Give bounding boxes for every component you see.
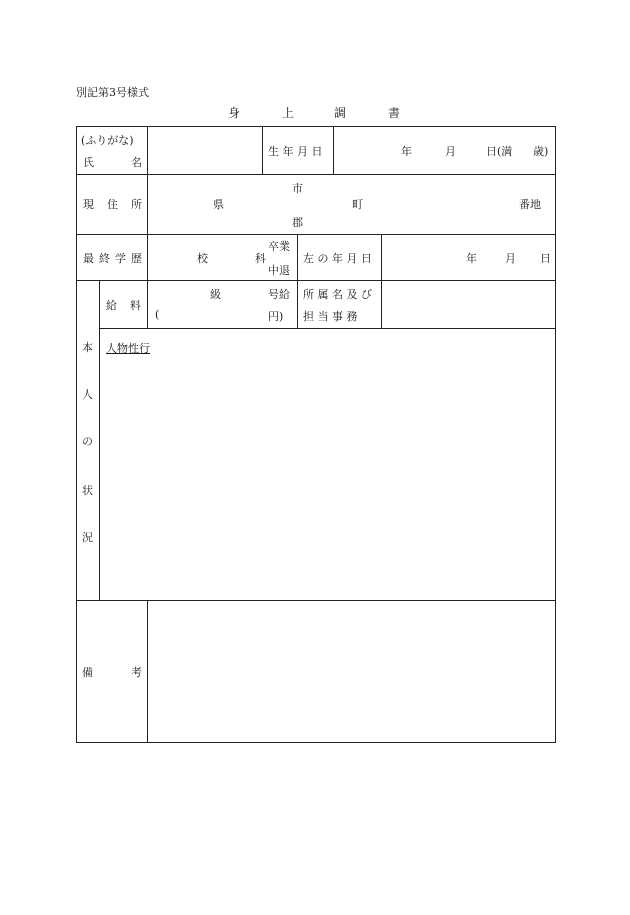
title-char-2: 上 [282, 106, 295, 120]
address-gun: 郡 [292, 216, 303, 229]
education-label-char-2: 終 [99, 252, 110, 265]
address-label-char-3: 所 [131, 198, 142, 211]
address-town: 町 [352, 198, 363, 211]
education-graduate: 卒業 [268, 240, 290, 253]
salary-grade: 級 [210, 288, 221, 301]
salary-label-char-1: 給 [106, 299, 117, 312]
education-year-unit: 年 [466, 252, 477, 265]
address-city: 市 [292, 182, 303, 195]
salary-yen-close: 円) [268, 310, 284, 323]
affiliation-label-line-2: 担 当 事 務 [303, 310, 358, 323]
title-char-3: 調 [334, 106, 347, 120]
salary-label-char-2: 料 [130, 299, 141, 312]
education-label-char-3: 学 [115, 252, 126, 265]
education-month-unit: 月 [505, 252, 516, 265]
address-banchi: 番地 [519, 198, 541, 211]
birth-day-age-open: 日(満 [486, 145, 513, 158]
remarks-label-char-2: 考 [131, 666, 142, 679]
address-prefecture: 県 [213, 198, 224, 211]
education-day-unit: 日 [540, 252, 551, 265]
status-label-char-1: 本 [82, 341, 93, 354]
remarks-label-char-1: 備 [82, 666, 93, 679]
furigana-label: (ふりがな) [81, 134, 134, 147]
address-label-char-2: 住 [107, 198, 118, 211]
education-dropout: 中退 [268, 264, 290, 277]
salary-yen-open: ( [155, 308, 160, 321]
education-label-char-1: 最 [83, 252, 94, 265]
birth-month-unit: 月 [445, 145, 456, 158]
character-heading: 人物性行 [106, 342, 150, 355]
title-char-4: 書 [388, 106, 401, 120]
status-label-char-3: の [82, 435, 93, 448]
education-department: 科 [255, 252, 266, 265]
status-label-char-4: 状 [82, 484, 93, 497]
affiliation-label-line-1: 所 属 名 及 び [303, 288, 372, 301]
name-label-char-2: 名 [131, 156, 142, 169]
form-number: 別記第3号様式 [76, 86, 149, 99]
birth-year-unit: 年 [401, 145, 412, 158]
status-label-char-2: 人 [82, 388, 93, 401]
education-date-label: 左 の 年 月 日 [303, 252, 372, 265]
birth-age-close: 歳) [533, 145, 549, 158]
salary-step: 号給 [268, 288, 290, 301]
education-school: 校 [197, 252, 208, 265]
title-char-1: 身 [228, 106, 241, 120]
address-label-char-1: 現 [83, 198, 94, 211]
birth-date-label: 生 年 月 日 [268, 145, 323, 158]
name-label-char-1: 氏 [83, 156, 94, 169]
education-label-char-4: 歴 [131, 252, 142, 265]
status-label-char-5: 況 [82, 531, 93, 544]
